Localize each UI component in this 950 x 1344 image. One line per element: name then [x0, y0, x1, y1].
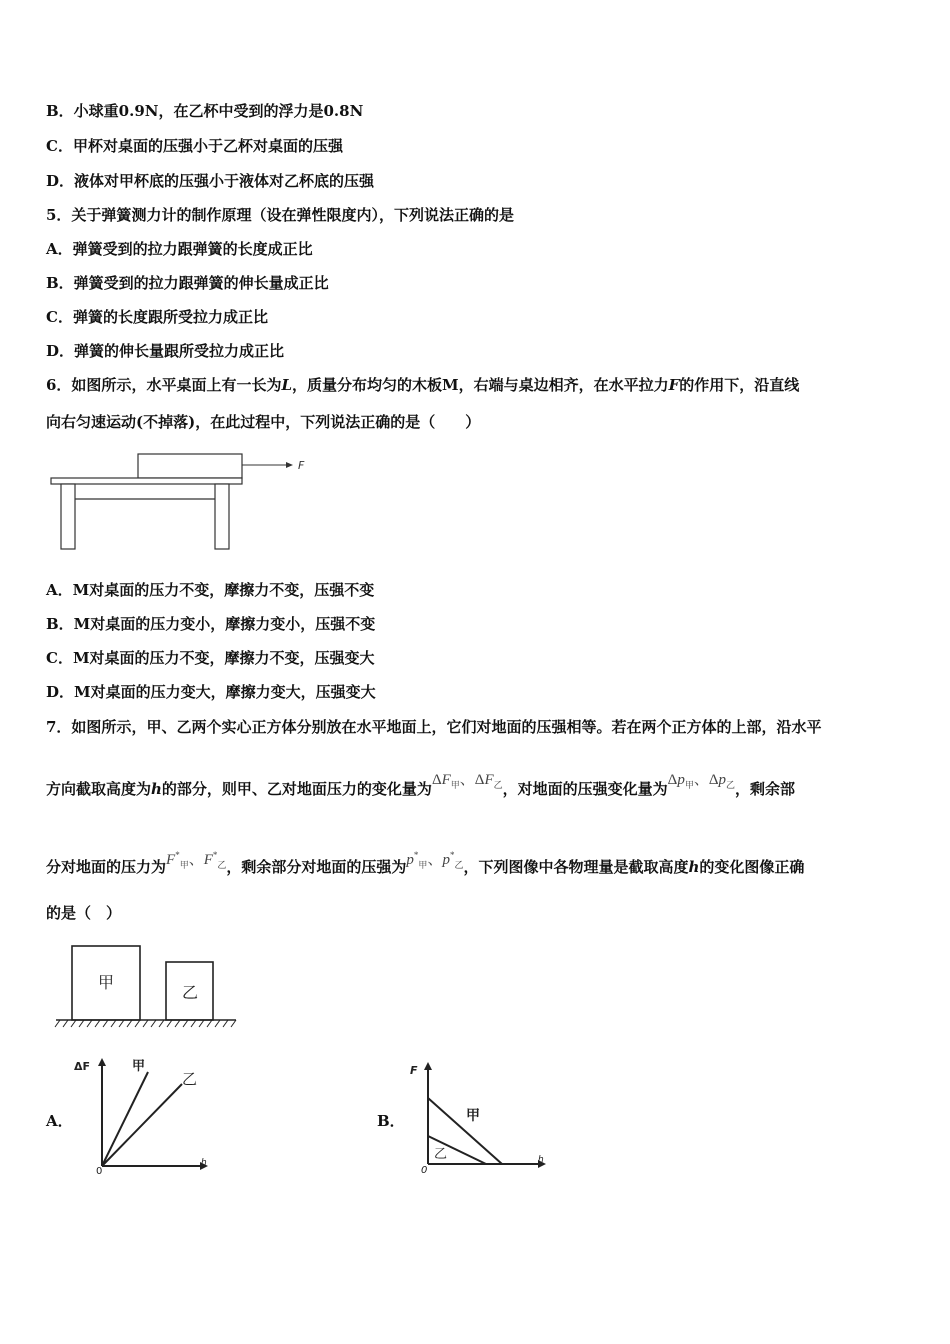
- table-top: [51, 478, 242, 484]
- q6-stem-line2: 向右匀速运动(不掉落)，在此过程中，下列说法正确的是（ ）: [46, 413, 481, 431]
- q7-graph-a: [70, 1052, 220, 1177]
- q5-option-c: C．弹簧的长度跟所受拉力成正比: [46, 308, 268, 326]
- q5-option-b: B．弹簧受到的拉力跟弹簧的伸长量成正比: [46, 274, 329, 292]
- ground-hatch: [55, 1020, 236, 1027]
- q5-stem: 5．关于弹簧测力计的制作原理（设在弹性限度内），下列说法正确的是: [46, 206, 514, 224]
- q5-option-d: D．弹簧的伸长量跟所受拉力成正比: [46, 342, 285, 360]
- q4-option-d: D．液体对甲杯底的压强小于液体对乙杯底的压强: [46, 172, 375, 190]
- graph-a-series-jia-label: 甲: [132, 1059, 146, 1074]
- q7-cubes-figure: [54, 942, 238, 1032]
- graph-a-y-arrow: [98, 1058, 106, 1066]
- q7-stem-line1: 7．如图所示，甲、乙两个实心正方体分别放在水平地面上，它们对地面的压强相等。若在两个正方体的上部，沿水平: [46, 718, 822, 736]
- q7-stem-line3: 分对地面的压力为$F^*_甲$、$F^*_乙$，剩余部分对地面的压强为$p^*_甲$、$p^*_乙$，下列图像中各物理量是截取高度h的变化图像正确: [46, 850, 805, 876]
- graph-b-x-label: h: [538, 1155, 544, 1165]
- graph-a-y-label: ΔF: [74, 1060, 91, 1073]
- graph-b-y-label: F: [410, 1064, 418, 1077]
- graph-b-origin: 0: [421, 1165, 428, 1176]
- q6-option-c: C．M对桌面的压力不变，摩擦力不变，压强变大: [46, 649, 375, 667]
- var-L: L: [281, 376, 292, 394]
- q4-option-b: B．小球重0.9N，在乙杯中受到的浮力是0.8N: [46, 102, 364, 120]
- graph-b-y-arrow: [424, 1062, 432, 1070]
- delta-force-symbols: $\Delta F_甲$、$\Delta F_乙$: [431, 772, 503, 790]
- remaining-pressure-symbols: $p^*_甲$、$p^*_乙$: [406, 850, 464, 870]
- graph-b-series-yi-label: 乙: [434, 1147, 448, 1162]
- delta-pressure-symbols: $\Delta p_甲$、$\Delta p_乙$: [667, 772, 736, 790]
- force-arrowhead: [286, 462, 293, 468]
- cube-yi-label: 乙: [181, 983, 199, 1002]
- graph-b-series-jia-label: 甲: [466, 1108, 480, 1124]
- graph-a-series-yi: [102, 1084, 182, 1166]
- cube-jia-label: 甲: [97, 973, 115, 992]
- q4-option-c: C．甲杯对桌面的压强小于乙杯对桌面的压强: [46, 137, 343, 155]
- force-label: F: [298, 459, 305, 472]
- table-leg-left: [61, 484, 75, 549]
- q7-stem-line2: 方向截取高度为h的部分，则甲、乙对地面压力的变化量为$\Delta F_甲$、$\Delta F_乙$，对地面的压强变化量为$\Delta p_甲$、$\Delta p_乙$，剩余部: [46, 772, 796, 798]
- q7-graph-b: [402, 1052, 557, 1177]
- q7-option-a-label: A．: [46, 1112, 73, 1130]
- board-m: [138, 454, 242, 478]
- q6-option-b: B．M对桌面的压力变小，摩擦力变小，压强不变: [46, 615, 376, 633]
- graph-a-origin: 0: [96, 1166, 103, 1177]
- q7-option-b-label: B．: [377, 1112, 405, 1130]
- graph-a-x-label: h: [201, 1158, 207, 1168]
- remaining-force-symbols: $F^*_甲$、$F^*_乙$: [166, 850, 227, 870]
- q6-option-a: A．M对桌面的压力不变，摩擦力不变，压强不变: [46, 581, 375, 599]
- q6-option-d: D．M对桌面的压力变大，摩擦力变大，压强变大: [46, 683, 376, 701]
- graph-a-series-yi-label: 乙: [182, 1070, 198, 1088]
- table-leg-right: [215, 484, 229, 549]
- q6-stem-line1: 6．如图所示，水平桌面上有一长为L，质量分布均匀的木板M，右端与桌边相齐，在水平拉力F的作用下，沿直线: [46, 376, 800, 394]
- q6-table-figure: [48, 450, 318, 552]
- graph-a-series-jia: [102, 1072, 148, 1166]
- q5-option-a: A．弹簧受到的拉力跟弹簧的长度成正比: [46, 240, 313, 258]
- q7-stem-line4: 的是（ ）: [46, 904, 122, 922]
- var-F: F: [668, 376, 680, 394]
